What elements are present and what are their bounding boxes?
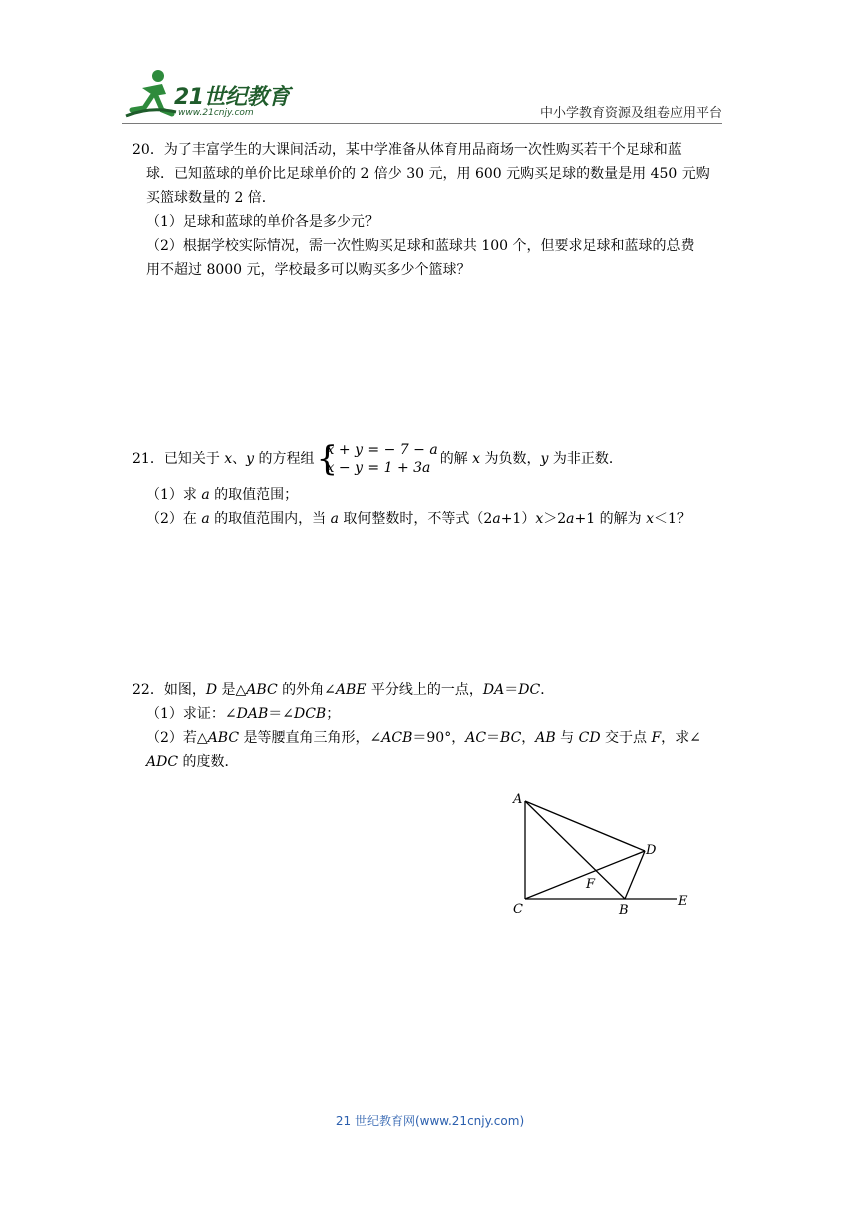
segment-AD [525, 801, 645, 851]
equation-system: { x + y = − 7 − a x − y = 1 + 3a [316, 439, 438, 479]
equation-1: x + y = − 7 − a [326, 442, 438, 458]
logo-text: 21世纪教育 [174, 85, 290, 110]
label-D: D [646, 843, 657, 858]
q22-part1: （1）求证：∠DAB＝∠DCB； [146, 706, 341, 722]
header-divider [122, 123, 722, 124]
q20-line3: 买篮球数量的 2 倍． [146, 190, 276, 206]
triangle-diagram [505, 785, 705, 920]
q22-part2-line1: （2）若△ABC 是等腰直角三角形，∠ACB＝90°，AC＝BC，AB 与 CD 交于点 F，求∠ [146, 730, 701, 746]
q20-part1: （1）足球和蓝球的单价各是多少元？ [146, 214, 379, 230]
q20-line2: 球．已知蓝球的单价比足球单价的 2 倍少 30 元，用 600 元购买足球的数量是用 450 元购 [146, 166, 710, 182]
q20-part2-line1: （2）根据学校实际情况，需一次性购买足球和蓝球共 100 个，但要求足球和蓝球的总费 [146, 238, 695, 254]
page-header [0, 0, 860, 130]
platform-title: 中小学教育资源及组卷应用平台 [539, 106, 722, 121]
runner-logo-icon [122, 66, 178, 124]
label-C: C [513, 902, 523, 917]
q20-line1: 20．为了丰富学生的大课间活动，某中学准备从体育用品商场一次性购买若干个足球和蓝 [132, 142, 682, 158]
q21-part1: （1）求 a 的取值范围； [146, 487, 299, 503]
q22-part2-line2: ADC 的度数． [146, 754, 239, 770]
question-22 [132, 678, 732, 774]
q20-part2-line2: 用不超过 8000 元，学校最多可以购买多少个篮球？ [146, 262, 471, 278]
segment-CD [525, 851, 645, 899]
q21-part2: （2）在 a 的取值范围内，当 a 取何整数时，不等式（2a+1）x＞2a+1 的解为 x＜1？ [146, 511, 691, 527]
label-F: F [586, 877, 596, 892]
q21-stem: 21．已知关于 x、y 的方程组 { x + y = − 7 − a x − y = 1 + 3a 的解 x 为负数，y 为非正数． [132, 439, 623, 479]
segment-AB [525, 801, 625, 899]
q22-stem: 22．如图，D 是△ABC 的外角∠ABE 平分线上的一点，DA＝DC． [132, 682, 555, 698]
logo-subtext: www.21cnjy.com [178, 108, 254, 118]
label-E: E [678, 894, 688, 909]
question-20 [132, 138, 732, 282]
logo [122, 66, 292, 124]
question-21 [132, 441, 732, 531]
label-B: B [619, 903, 629, 918]
label-A: A [513, 792, 523, 807]
equation-2: x − y = 1 + 3a [326, 460, 431, 476]
geometry-figure [505, 785, 705, 920]
page-footer: 21 世纪教育网(www.21cnjy.com) [335, 1114, 525, 1128]
